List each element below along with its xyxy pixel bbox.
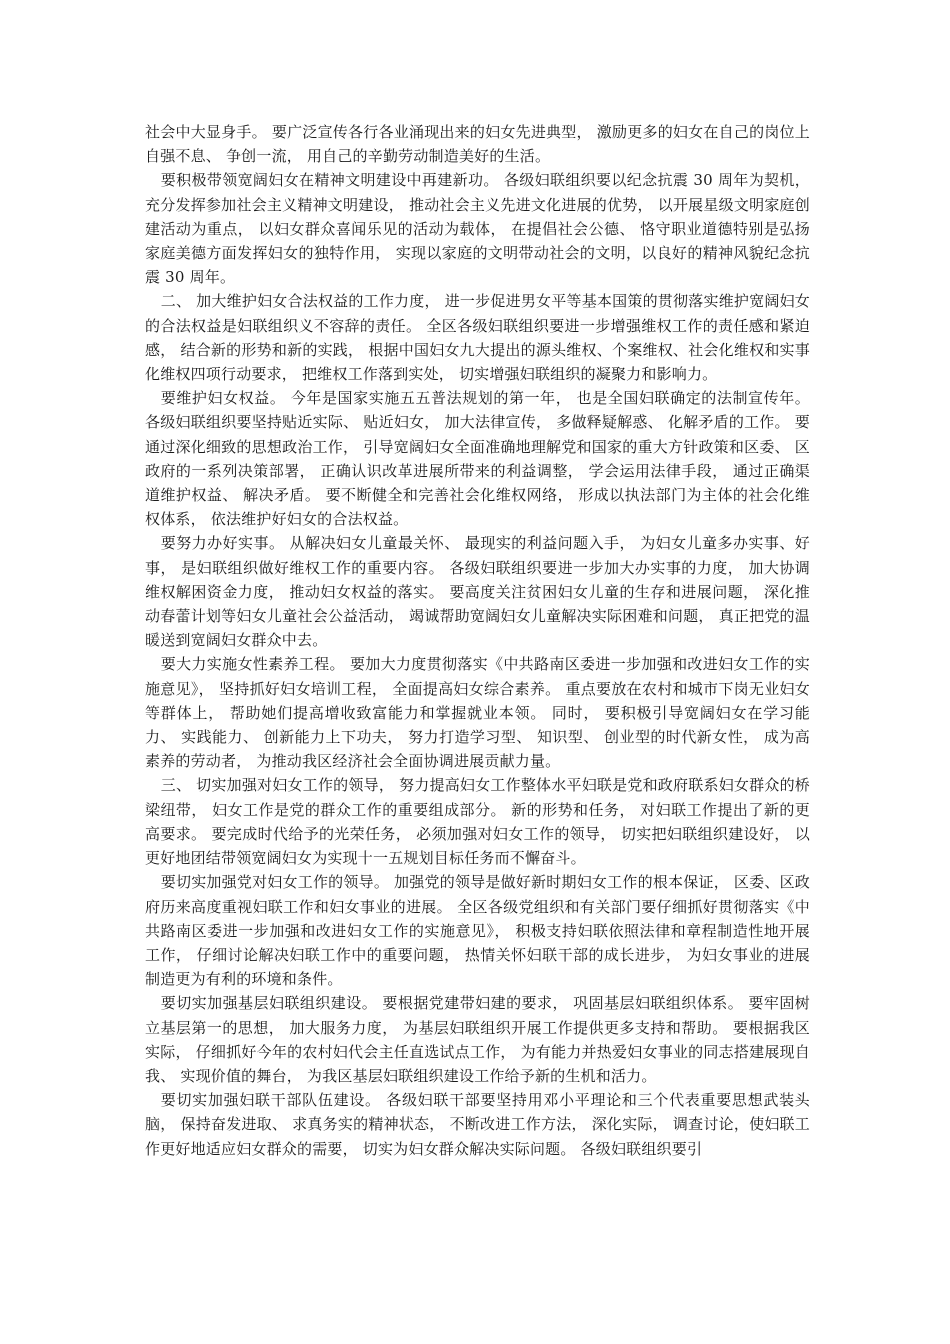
- paragraph: 要切实加强妇联干部队伍建设。 各级妇联干部要坚持用邓小平理论和三个代表重要思想武装头脑， 保持奋发进取、 求真务实的精神状态， 不断改进工作方法， 深化实际， 调查讨论，使妇联工作更好地适应妇女群众的需要， 切实为妇女群众解决实际问题。 各级妇联组织要引: [145, 1091, 810, 1158]
- paragraph: 二、 加大维护妇女合法权益的工作力度， 进一步促进男女平等基本国策的贯彻落实维护宽阔妇女的合法权益是妇联组织义不容辞的责任。 全区各级妇联组织要进一步增强维权工作的责任感和紧迫感， 结合新的形势和新的实践， 根据中国妇女九大提出的源头维权、个案维权、社会化维权和实事化维权四项行动要求， 把维权工作落到实处， 切实增强妇联组织的凝聚力和影响力。: [145, 292, 810, 384]
- paragraph: 要大力实施女性素养工程。 要加大力度贯彻落实《中共路南区委进一步加强和改进妇女工作的实施意见》， 坚持抓好妇女培训工程， 全面提高妇女综合素养。 重点要放在农村和城市下岗无业妇女等群体上， 帮助她们提高增收致富能力和掌握就业本领。 同时， 要积极引导宽阔妇女在学习能力、 实践能力、 创新能力上下功夫， 努力打造学习型、 知识型、 创业型的时代新女性， 成为高素养的劳动者， 为推动我区经济社会全面协调进展贡献力量。: [145, 655, 810, 771]
- document-body: [145, 120, 810, 1161]
- paragraph: 社会中大显身手。 要广泛宣传各行各业涌现出来的妇女先进典型， 激励更多的妇女在自己的岗位上自强不息、 争创一流， 用自己的辛勤劳动制造美好的生活。: [145, 123, 810, 166]
- paragraph: 要积极带领宽阔妇女在精神文明建设中再建新功。 各级妇联组织要以纪念抗震 30 周年为契机， 充分发挥参加社会主义精神文明建设， 推动社会主义先进文化进展的优势， 以开展星级文明家庭创建活动为重点， 以妇女群众喜闻乐见的活动为载体， 在提倡社会公德、 恪守职业道德特别是弘扬家庭美德方面发挥妇女的独特作用， 实现以家庭的文明带动社会的文明，以良好的精神风貌纪念抗震 30 周年。: [145, 171, 810, 287]
- paragraph: 要切实加强基层妇联组织建设。 要根据党建带妇建的要求， 巩固基层妇联组织体系。 要牢固树立基层第一的思想， 加大服务力度， 为基层妇联组织开展工作提供更多支持和帮助。 要根据我区实际， 仔细抓好今年的农村妇代会主任直选试点工作， 为有能力并热爱妇女事业的同志搭建展现自我、 实现价值的舞台， 为我区基层妇联组织建设工作给予新的生机和活力。: [145, 994, 810, 1085]
- paragraph: 要切实加强党对妇女工作的领导。 加强党的领导是做好新时期妇女工作的根本保证， 区委、区政府历来高度重视妇联工作和妇女事业的进展。 全区各级党组织和有关部门要仔细抓好贯彻落实《中共路南区委进一步加强和改进妇女工作的实施意见》， 积极支持妇联依照法律和章程制造性地开展工作， 仔细讨论解决妇联工作中的重要问题， 热情关怀妇联干部的成长进步， 为妇女事业的进展制造更为有利的环境和条件。: [145, 873, 810, 989]
- paragraph: 要努力办好实事。 从解决妇女儿童最关怀、 最现实的利益问题入手， 为妇女儿童多办实事、好事， 是妇联组织做好维权工作的重要内容。 各级妇联组织要进一步加大办实事的力度， 加大协调维权解困资金力度， 推动妇女权益的落实。 要高度关注贫困妇女儿童的生存和进展问题， 深化推动春蕾计划等妇女儿童社会公益活动， 竭诚帮助宽阔妇女儿童解决实际困难和问题， 真正把党的温暖送到宽阔妇女群众中去。: [145, 534, 810, 650]
- paragraph: 三、 切实加强对妇女工作的领导， 努力提高妇女工作整体水平妇联是党和政府联系妇女群众的桥梁纽带， 妇女工作是党的群众工作的重要组成部分。 新的形势和任务， 对妇联工作提出了新的更高要求。 要完成时代给予的光荣任务， 必须加强对妇女工作的领导， 切实把妇联组织建设好， 以更好地团结带领宽阔妇女为实现十一五规划目标任务而不懈奋斗。: [145, 776, 810, 868]
- paragraph: 要维护妇女权益。 今年是国家实施五五普法规划的第一年， 也是全国妇联确定的法制宣传年。 各级妇联组织要坚持贴近实际、 贴近妇女， 加大法律宣传， 多做释疑解惑、 化解矛盾的工作。 要通过深化细致的思想政治工作， 引导宽阔妇女全面准确地理解党和国家的重大方针政策和区委、 区政府的一系列决策部署， 正确认识改革进展所带来的利益调整， 学会运用法律手段， 通过正确渠道维护权益、 解决矛盾。 要不断健全和完善社会化维权网络， 形成以执法部门为主体的社会化维权体系， 依法维护好妇女的合法权益。: [145, 389, 810, 529]
